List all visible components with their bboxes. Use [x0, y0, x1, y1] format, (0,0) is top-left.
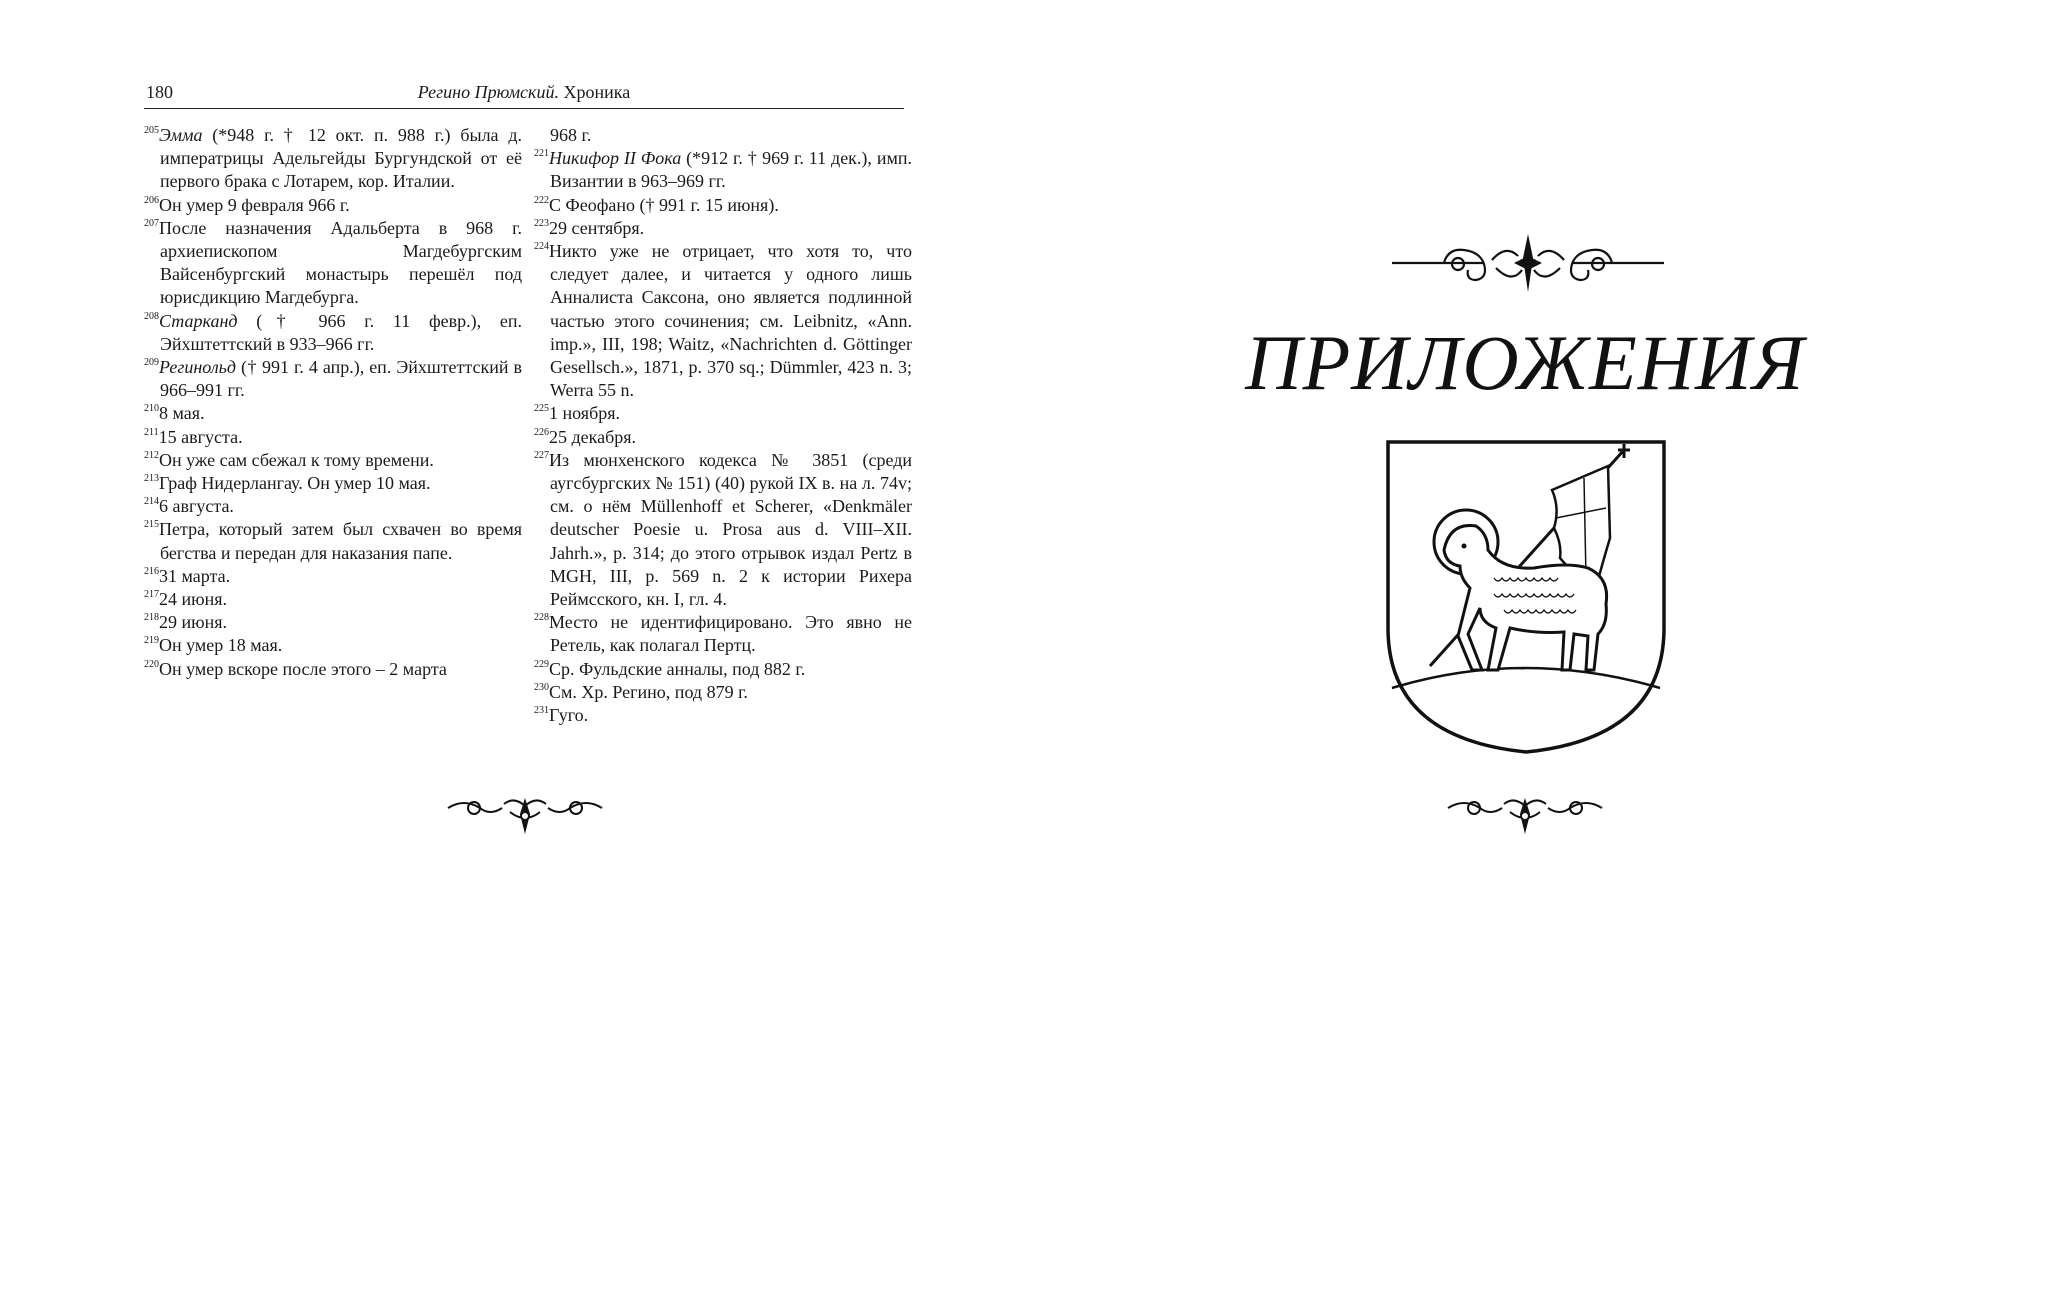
footnotes-left-column [144, 124, 522, 681]
footnote-text: 31 марта. [159, 565, 231, 586]
footnote [534, 704, 912, 727]
footnote [144, 565, 522, 588]
footnote-number: 220 [144, 658, 159, 670]
footnote-number: 211 [144, 426, 159, 438]
footnote-text: 29 июня. [159, 612, 227, 633]
footnote [534, 402, 912, 425]
footnote-text: Он уже сам сбежал к тому времени. [159, 449, 434, 470]
footnote [144, 310, 522, 356]
footnote-number: 205 [144, 125, 159, 136]
footnote-number: 217 [144, 589, 159, 601]
footnote-text: 24 июня. [159, 589, 227, 610]
footnote-number: 213 [144, 473, 159, 485]
running-header [144, 82, 904, 109]
footnote [534, 426, 912, 449]
footnote-number: 219 [144, 635, 159, 647]
ornament-left-page-icon [444, 794, 606, 840]
footnote-name: Старканд [159, 310, 238, 331]
footnotes-right-column [534, 124, 912, 727]
footnote-number: 228 [534, 612, 549, 624]
footnote-text: 15 августа. [158, 426, 243, 447]
footnote-text: Он умер вскоре после этого – 2 марта [159, 658, 447, 679]
footnote-continuation: 968 г. [550, 125, 592, 145]
running-title-work: Хроника [558, 82, 631, 102]
footnote-text: Граф Нидерлангау. Он умер 10 мая. [159, 473, 431, 494]
footnote-number: 209 [144, 357, 159, 369]
footnote [144, 518, 522, 564]
footnote [144, 611, 522, 634]
footnote-number: 218 [144, 612, 159, 624]
footnote-name: Эмма [159, 125, 203, 145]
footnote-number: 231 [534, 705, 549, 717]
footnote-text: 25 декабря. [549, 426, 637, 447]
footnote [144, 658, 522, 681]
footnote [534, 449, 912, 611]
footnote [144, 426, 522, 449]
footnote-text: († 966 г. 11 февр.), еп. Эйхштеттский в 933–966 гг. [160, 310, 522, 354]
footnote-number: 214 [144, 496, 159, 508]
footnote-number: 223 [534, 217, 549, 229]
footnote-number: 227 [534, 449, 549, 461]
footnote-text: 8 мая. [159, 403, 205, 424]
footnote-number: 206 [144, 194, 159, 206]
footnote [144, 588, 522, 611]
footnote-number: 222 [534, 194, 549, 206]
section-title: ПРИЛОЖЕНИЯ [1245, 319, 1805, 406]
footnote-number: 212 [144, 449, 159, 461]
footnote-text: Место не идентифицировано. Это явно не Ретель, как полагал Пертц. [549, 612, 912, 656]
footnote-number: 221 [534, 148, 549, 160]
footnote-text: (*912 г. † 969 г. 11 дек.), имп. Византии в 963–969 гг. [550, 148, 912, 192]
footnote-text: Он умер 18 мая. [159, 635, 283, 656]
running-title-author: Регино Прюмский. [417, 82, 559, 102]
footnote [534, 681, 912, 704]
footnote [144, 194, 522, 217]
footnote-number: 229 [534, 658, 549, 670]
footnote [534, 147, 912, 193]
footnote-text: 6 августа. [159, 496, 234, 517]
footnote-name: Регинольд [159, 357, 236, 378]
footnote [144, 124, 522, 194]
footnote [144, 495, 522, 518]
footnote-text: После назначения Адальберта в 968 г. архиепископом Магдебургским Вайсенбургский монастырь перешёл под юрисдикцию Магдебурга. [159, 217, 522, 308]
footnote-text: С Феофано († 991 г. 15 июня). [549, 194, 779, 215]
footnote-text: См. Хр. Регино, под 879 г. [549, 681, 748, 702]
running-title [144, 82, 904, 103]
footnote [144, 449, 522, 472]
footnote [534, 658, 912, 681]
footnote-text: Из мюнхенского кодекса № 3851 (среди аугсбургских № 151) (40) рукой IX в. на л. 74v; см. о нём Müllenhoff et Scherer, «Denkmäler deutscher Poesie u. Prosa aus d. VIII–XII. Jahrh.», p. 314; до этого отрывок издал Pertz в MGH, III, p. 569 n. 2 к истории Рихера Реймсского, кн. I, гл. 4. [549, 449, 912, 610]
footnote-number: 207 [144, 217, 159, 229]
footnote-text: 29 сентября. [549, 217, 645, 238]
footnote-text: Гуго. [549, 705, 589, 726]
footnote [144, 356, 522, 402]
footnote-text: Никто уже не отрицает, что хотя то, что следует далее, и читается у одного лишь Анналиста Саксона, оно является подлинной частью этого сочинения; см. Leibnitz, «Ann. imp.», III, 198; Waitz, «Nachrichten d. Göttinger Gesellsch.», 1871, p. 370 sq.; Dümmler, 423 n. 3; Werra 55 n. [549, 241, 912, 401]
ornament-top-icon [1388, 230, 1668, 296]
footnote-number: 230 [534, 681, 549, 693]
footnote-text: (*948 г. † 12 окт. п. 988 г.) была д. императрицы Адельгейды Бургундской от её первого брака с Лотарем, кор. Италии. [160, 125, 522, 192]
footnote-text: Петра, который затем был схвачен во время бегства и передан для наказания папе. [159, 519, 522, 563]
footnote [534, 240, 912, 402]
footnote-number: 225 [534, 403, 549, 415]
coat-of-arms-lamb-icon [1384, 438, 1668, 756]
footnote [144, 217, 522, 310]
footnote [534, 194, 912, 217]
footnote-text: Ср. Фульдские анналы, под 882 г. [549, 658, 806, 679]
page-number: 180 [146, 82, 173, 102]
footnote-number: 210 [144, 403, 159, 415]
footnote-text: († 991 г. 4 апр.), еп. Эйхштеттский в 966–991 гг. [160, 357, 522, 401]
footnote [144, 472, 522, 495]
footnote [534, 217, 912, 240]
footnote [144, 634, 522, 657]
footnote-text: Он умер 9 февраля 966 г. [159, 194, 350, 215]
footnote-number: 215 [144, 519, 159, 531]
footnote-text: 1 ноября. [549, 403, 621, 424]
footnote [144, 402, 522, 425]
footnote-number: 224 [534, 241, 549, 253]
footnote-number: 226 [534, 426, 549, 438]
footnote [534, 611, 912, 657]
footnote-number: 208 [144, 310, 159, 322]
footnote-name: Никифор II Фока [549, 148, 682, 169]
footnote-number: 216 [144, 565, 159, 577]
ornament-right-page-icon [1444, 794, 1606, 840]
